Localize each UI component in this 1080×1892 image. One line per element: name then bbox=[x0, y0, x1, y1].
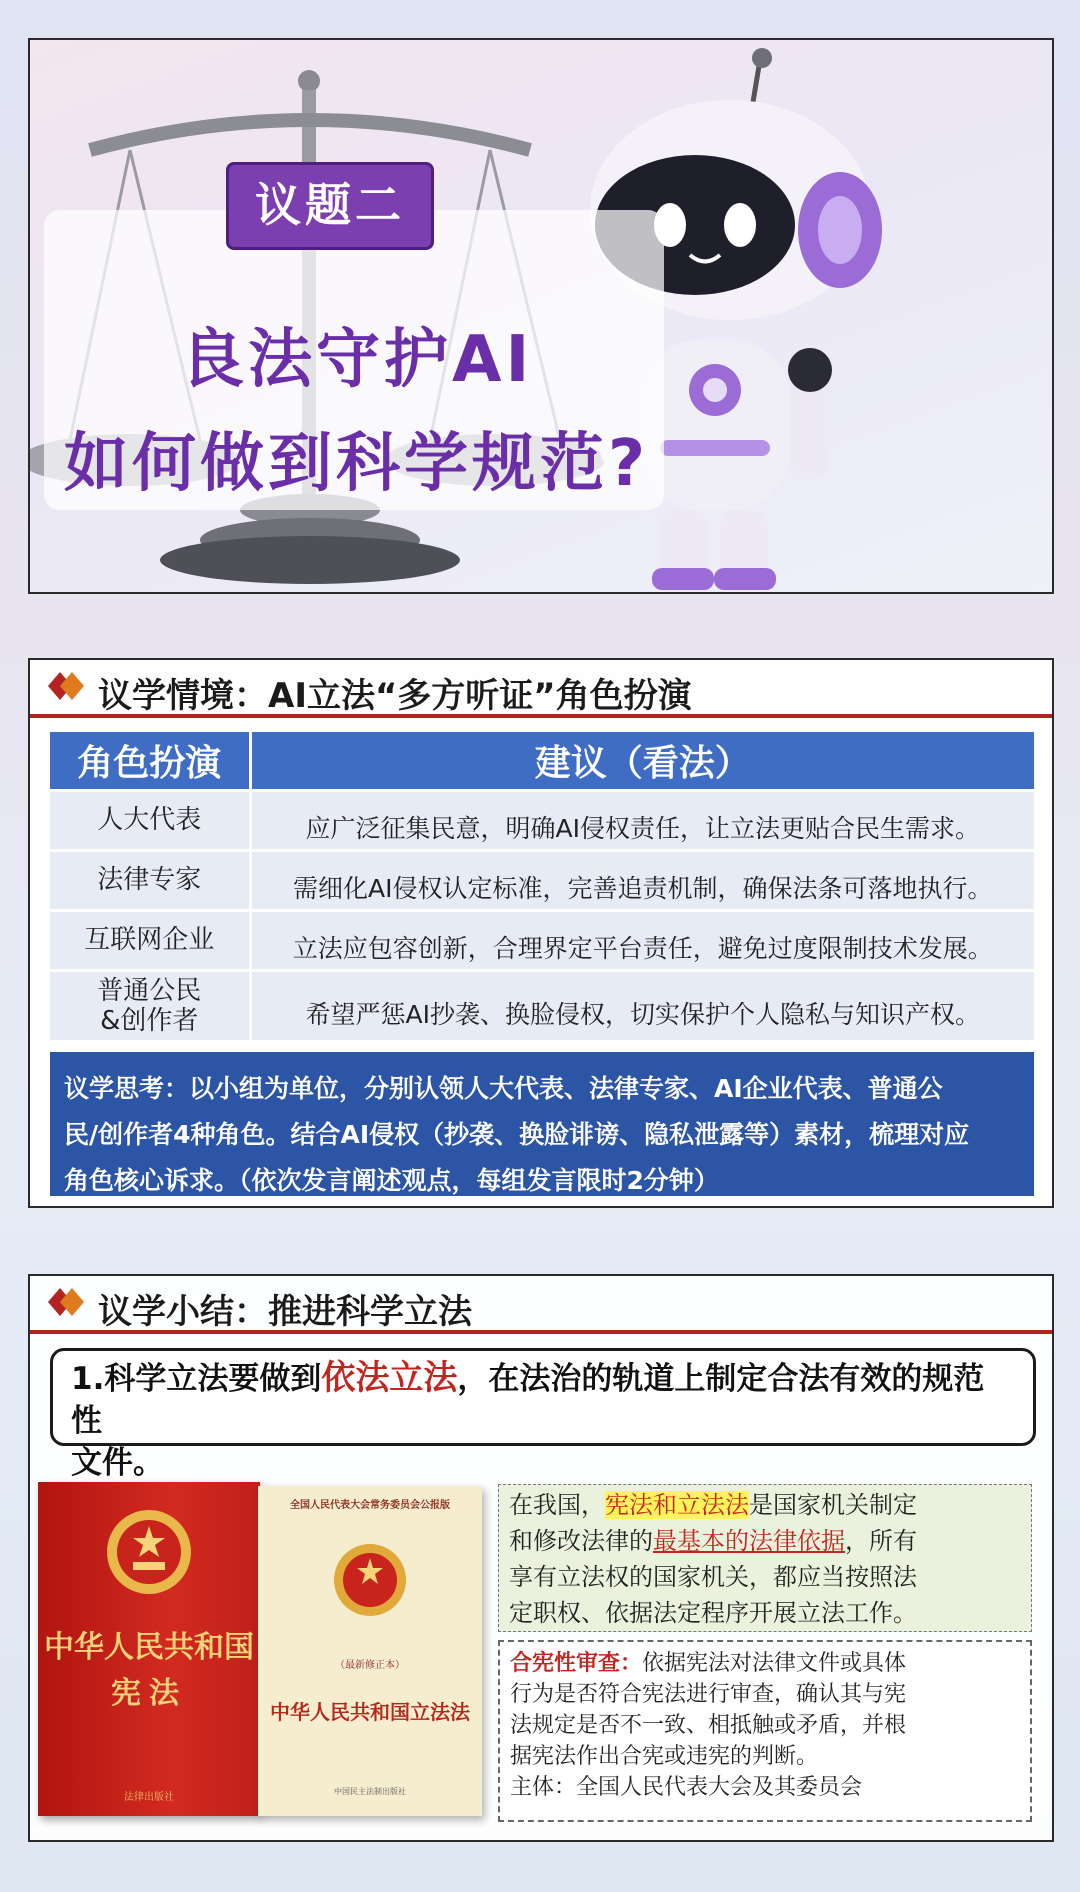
book-cream-header: 全国人民代表大会常务委员会公报版 bbox=[290, 1500, 450, 1511]
info-text: ，所有 bbox=[845, 1527, 917, 1555]
national-emblem-icon bbox=[330, 1540, 410, 1620]
info-text: 在我国， bbox=[509, 1491, 605, 1519]
legislation-law-book bbox=[258, 1486, 482, 1816]
scenario-title: 议学情境：AI立法“多方听证”角色扮演 bbox=[98, 676, 692, 716]
role-cell: 互联网企业 bbox=[50, 910, 250, 970]
header-suggestion: 建议（看法） bbox=[250, 732, 1034, 790]
info-text: 定职权、依据法定程序开展立法工作。 bbox=[509, 1599, 917, 1627]
constitution-info-box bbox=[498, 1484, 1032, 1632]
thinking-line1: 议学思考：以小组为单位，分别认领人大代表、法律专家、AI企业代表、普通公 bbox=[64, 1074, 943, 1103]
review-text: 行为是否符合宪法进行审查，确认其与宪 bbox=[510, 1682, 907, 1707]
point-highlight: 依法立法 bbox=[321, 1358, 458, 1398]
diamond-bullet-icon bbox=[34, 1282, 86, 1322]
suggestion-cell: 应广泛征集民意，明确AI侵权责任，让立法更贴合民生需求。 bbox=[250, 790, 1034, 850]
key-point-box bbox=[50, 1348, 1036, 1481]
info-text: 是国家机关制定 bbox=[749, 1491, 917, 1519]
info-text: 和修改法律的 bbox=[509, 1527, 653, 1555]
suggestion-cell: 需细化AI侵权认定标准，完善追责机制，确保法条可落地执行。 bbox=[250, 850, 1034, 910]
suggestion-cell: 希望严惩AI抄袭、换脸侵权，切实保护个人隐私与知识产权。 bbox=[250, 970, 1034, 1040]
review-subject: 主体：全国人民代表大会及其委员会 bbox=[510, 1775, 863, 1800]
hero-banner bbox=[28, 38, 1054, 594]
review-text: 法规定是否不一致、相抵触或矛盾，并根 bbox=[510, 1713, 907, 1738]
info-text: 享有立法权的国家机关，都应当按照法 bbox=[509, 1563, 917, 1591]
scenario-panel bbox=[28, 658, 1054, 1208]
role-line2: &创作者 bbox=[100, 1005, 199, 1036]
constitution-book bbox=[38, 1482, 260, 1816]
hero-title-line1: 良法守护AI bbox=[180, 323, 534, 397]
table-row bbox=[50, 790, 1034, 850]
summary-header bbox=[30, 1276, 1052, 1334]
point-prefix: 1.科学立法要做到 bbox=[71, 1361, 322, 1397]
constitutionality-review-box bbox=[498, 1640, 1032, 1822]
table-row bbox=[50, 850, 1034, 910]
book-cream-title: 中华人民共和国立法法 bbox=[270, 1700, 470, 1724]
point-suffix: ，在法治的轨道上制定合法有效的规范性 bbox=[71, 1361, 985, 1439]
role-cell bbox=[50, 970, 250, 1040]
thinking-line2: 民/创作者4种角色。结合AI侵权（抄袭、换脸诽谤、隐私泄露等）素材，梳理对应 bbox=[64, 1120, 970, 1149]
table-row bbox=[50, 970, 1034, 1040]
diamond-bullet-icon bbox=[34, 666, 86, 706]
header-role: 角色扮演 bbox=[50, 732, 250, 790]
book-red-publisher: 法律出版社 bbox=[124, 1792, 174, 1803]
summary-panel bbox=[28, 1274, 1054, 1842]
hero-title-line2: 如何做到科学规范? bbox=[64, 427, 650, 501]
book-red-title1: 中华人民共和国 bbox=[44, 1630, 254, 1665]
review-text: 据宪法作出合宪或违宪的判断。 bbox=[510, 1744, 819, 1769]
point-line2: 文件。 bbox=[71, 1445, 164, 1481]
national-emblem-icon bbox=[103, 1506, 195, 1598]
table-header-row bbox=[50, 732, 1034, 790]
role-line1: 普通公民 bbox=[97, 975, 202, 1006]
table-row bbox=[50, 910, 1034, 970]
topic-badge: 议题二 bbox=[226, 162, 434, 250]
role-cell: 法律专家 bbox=[50, 850, 250, 910]
suggestion-cell: 立法应包容创新，合理界定平台责任，避免过度限制技术发展。 bbox=[250, 910, 1034, 970]
book-cream-publisher: 中国民主法制出版社 bbox=[334, 1787, 406, 1796]
review-term: 合宪性审查： bbox=[510, 1650, 643, 1676]
review-text: 依据宪法对法律文件或具体 bbox=[642, 1651, 907, 1676]
role-cell: 人大代表 bbox=[50, 790, 250, 850]
role-play-table bbox=[50, 732, 1034, 1040]
book-cream-edition: （最新修正本） bbox=[335, 1660, 405, 1671]
summary-title: 议学小结：推进科学立法 bbox=[98, 1292, 472, 1332]
thinking-line3: 角色核心诉求。（依次发言阐述观点，每组发言限时2分钟） bbox=[64, 1166, 719, 1195]
info-underline: 最基本的法律依据 bbox=[653, 1527, 845, 1555]
scenario-header bbox=[30, 660, 1052, 718]
info-highlight: 宪法和立法法 bbox=[605, 1491, 749, 1519]
thinking-box bbox=[50, 1052, 1034, 1196]
book-red-title2: 宪法 bbox=[111, 1676, 187, 1711]
